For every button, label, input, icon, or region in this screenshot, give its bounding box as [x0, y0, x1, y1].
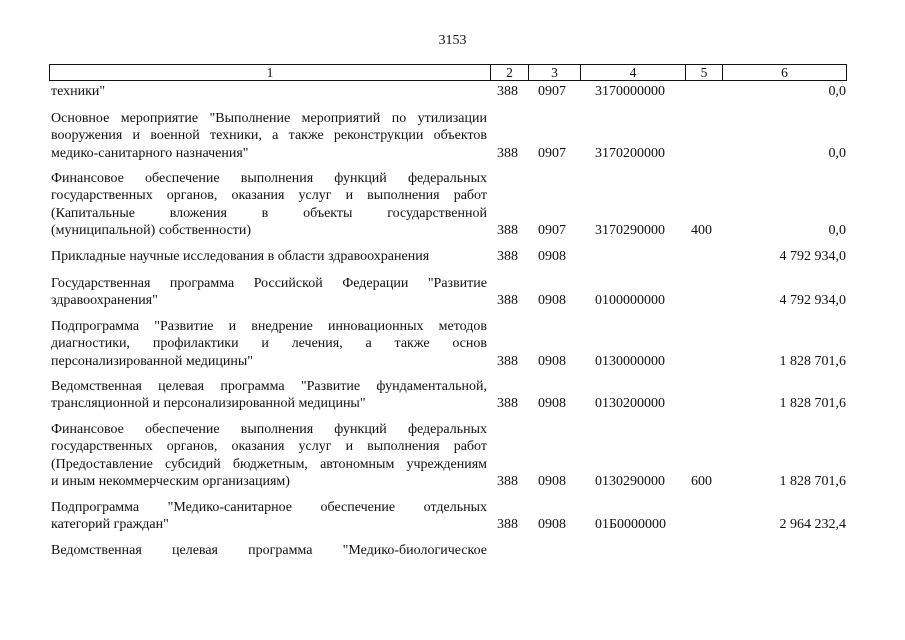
row-description [51, 499, 487, 534]
admin-code: 388 [497, 84, 518, 99]
amount-value: 4 792 934,0 [779, 293, 846, 309]
target-article-code: 3170200000 [595, 145, 665, 161]
target-article-code: 3170290000 [595, 222, 665, 238]
description-line: (Предоставление субсидий бюджетным, автономным учреждениям [51, 456, 487, 472]
description-line: (муниципальной) собственности) [51, 222, 252, 238]
target-article-code: 0100000000 [595, 293, 665, 309]
amount-value: 0,0 [828, 222, 846, 238]
admin-code: 388 [497, 293, 518, 309]
target-article-code: 0130200000 [595, 396, 665, 412]
section-code: 0907 [538, 145, 566, 161]
admin-code: 388 [497, 222, 518, 238]
column-header-1: 1 [266, 65, 274, 80]
column-header-6: 6 [722, 65, 846, 80]
description-line: Основное мероприятие "Выполнение мероприятий по утилизации [51, 111, 487, 126]
admin-code: 388 [497, 396, 518, 412]
target-article-code: 0130000000 [595, 353, 665, 369]
amount-value: 0,0 [828, 84, 846, 99]
amount-value: 1 828 701,6 [779, 353, 846, 369]
description-line: персонализированной медицины" [51, 353, 253, 369]
section-code: 0908 [538, 353, 566, 369]
admin-code: 388 [497, 353, 518, 369]
column-header-2: 2 [490, 65, 528, 80]
description-line: техники" [51, 84, 106, 99]
column-header-4: 4 [580, 65, 685, 80]
admin-code: 388 [497, 473, 518, 489]
description-line: Ведомственная целевая программа "Медико-биологическое [51, 543, 487, 558]
row-description [51, 378, 487, 413]
amount-value: 1 828 701,6 [779, 473, 846, 489]
section-code: 0908 [538, 396, 566, 412]
row-description [51, 170, 487, 239]
description-line: Финансовое обеспечение выполнения функций федеральных [51, 422, 487, 437]
row-description [51, 83, 487, 100]
section-code: 0907 [538, 84, 566, 99]
admin-code: 388 [497, 517, 518, 533]
row-description [51, 318, 487, 370]
expense-type-code: 600 [691, 473, 712, 489]
admin-code: 388 [497, 145, 518, 161]
description-line: Государственная программа Российской Федерации "Развитие [51, 276, 487, 291]
row-description [51, 421, 487, 490]
description-line: государственных органов, оказания услуг и выполнения работ [51, 439, 487, 455]
description-line: Финансовое обеспечение выполнения функций федеральных [51, 171, 487, 186]
amount-value: 4 792 934,0 [779, 249, 846, 264]
table-header [49, 64, 847, 81]
amount-value: 0,0 [828, 145, 846, 161]
description-line: Прикладные научные исследования в области здравоохранения [51, 249, 430, 264]
admin-code: 388 [497, 249, 518, 264]
section-code: 0908 [538, 517, 566, 533]
description-line: государственных органов, оказания услуг и выполнения работ [51, 188, 487, 204]
row-description [51, 275, 487, 310]
description-line: категорий граждан" [51, 517, 169, 533]
amount-value: 1 828 701,6 [779, 396, 846, 412]
target-article-code: 3170000000 [595, 84, 665, 99]
page-number: 3153 [438, 33, 467, 48]
description-line: диагностики, профилактики и лечения, а также основ [51, 336, 487, 352]
row-description [51, 248, 487, 265]
description-line: вооружения и военной техники, а также реконструкции объектов [51, 128, 487, 144]
section-code: 0907 [538, 222, 566, 238]
target-article-code: 0130290000 [595, 473, 665, 489]
description-line: (Капитальные вложения в объекты государственной [51, 205, 487, 221]
description-line: и иным некоммерческим организациям) [51, 473, 290, 489]
target-article-code: 01Б0000000 [595, 517, 667, 533]
description-line: трансляционной и персонализированной медицины" [51, 396, 366, 412]
column-header-3: 3 [528, 65, 580, 80]
description-line: медико-санитарного назначения" [51, 145, 249, 161]
section-code: 0908 [538, 249, 566, 264]
row-description [51, 542, 487, 559]
description-line: Подпрограмма "Развитие и внедрение инновационных методов [51, 319, 487, 334]
description-line: Подпрограмма "Медико-санитарное обеспечение отдельных [51, 500, 487, 515]
description-line: здравоохранения" [51, 293, 158, 309]
description-line: Ведомственная целевая программа "Развитие фундаментальной, [51, 379, 487, 394]
section-code: 0908 [538, 473, 566, 489]
expense-type-code: 400 [691, 222, 712, 238]
column-header-5: 5 [685, 65, 722, 80]
section-code: 0908 [538, 293, 566, 309]
amount-value: 2 964 232,4 [779, 517, 846, 533]
row-description [51, 110, 487, 162]
